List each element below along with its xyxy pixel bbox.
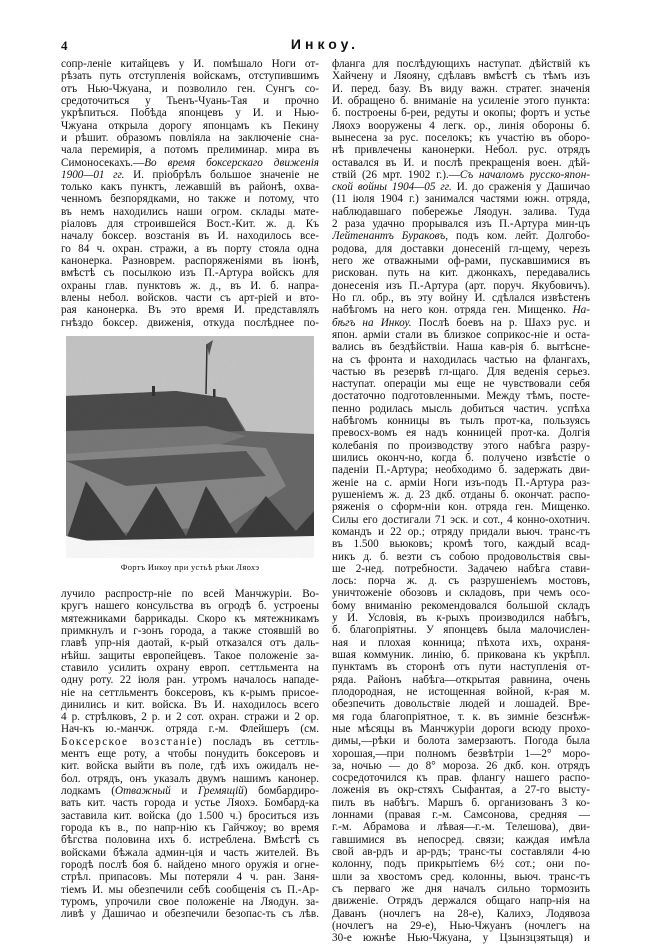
text-line: донесенія изъ П.-Артура (арт. поруч. Якубовичъ). <box>332 279 590 292</box>
text-line: 1900—01 гг. И. пріобрѣлъ большое значеніе не <box>61 168 319 181</box>
figure-caption: Фортъ Инкоу при устьѣ рѣки Ляохэ <box>120 562 260 572</box>
text-line: ніе на сеттльментъ боксеровъ, къ к-рымъ присое- <box>61 686 319 699</box>
text-line: за, ночью — до 8° мороза. 26 дкб. кон. отрядъ <box>332 759 590 772</box>
text-line: ные мѣсяцы въ Манчжуріи дороги всюду прохо- <box>332 722 590 735</box>
text-line: го 84 ч. охран. стражи, а въ порту стояла одна <box>61 242 319 255</box>
text-line: охраны глав. пунктовъ ж. д., въ И. б. напра- <box>61 279 319 292</box>
text-line: чала перемирія, а потомъ прелиминар. мира въ <box>61 144 319 157</box>
spaced-reference: Боксерское возстаніе <box>61 735 198 748</box>
text-line: оставался въ И. и послѣ прекращенія воен. дѣй- <box>332 156 590 169</box>
italic-text: Гремящій <box>197 785 244 797</box>
page-number: 4 <box>61 38 68 53</box>
text-line: вать кит. часть города и устье Ляохэ. Бомбард-ка <box>61 797 319 810</box>
text-line: (ночлегъ на 29-е), Нью-Чжуанъ (ночлегъ на <box>332 919 590 932</box>
text-line: лось: порча ж. д. съ разрушеніемъ мостовъ, <box>332 575 590 588</box>
text-line: городѣ послѣ боя б. найдено много оружія и огне- <box>61 858 319 871</box>
text-line: Симоносекахъ.—Во время боксерскаго движенія <box>61 156 319 169</box>
text-line: заставила кит. войска (до 1.500 ч.) броситься изъ <box>61 809 319 822</box>
text-line: динились и кит. войска. Въ И. находилось всего <box>61 698 319 711</box>
text-line: Чжуана открыла дорогу японцамъ къ Пекину <box>61 119 319 132</box>
text-line: укрѣпиться. Побѣда японцевъ у И. и Нью- <box>61 107 319 120</box>
text-line: родова, для доставки донесеній гл-щему, черезъ <box>332 242 590 255</box>
text-line: паденіи П.-Артура; необходимо б. задержать дви- <box>332 464 590 477</box>
text-line: Ляохэ вооружены 4 легк. ор., линія обороны б. <box>332 119 590 132</box>
text-line: никъ д. б. везти съ собою продовольствія свы- <box>332 550 590 563</box>
italic-text: бѣгъ на Инкоу. <box>332 316 412 329</box>
text-line: сопр-леніе китайцевъ у И. помѣшало Ноги от- <box>61 58 319 70</box>
text-line: въ 1.500 вьюковъ; кромѣ того, каждый всад- <box>332 538 590 551</box>
text-line: колонну, подъ прикрытіемъ 6½ сот.; они по- <box>332 858 590 871</box>
text-line: вшая коммуник. линію, б. прикована къ укрѣпл. <box>332 649 590 661</box>
text-line: гавшимися въ непосред. связи; каждая имѣла <box>332 833 590 846</box>
text-line: только какъ пунктъ, лежавшій въ районѣ, охва- <box>61 181 319 194</box>
text-line: нѣйш. защиты европейцевъ. Такое положеніе за- <box>61 649 319 662</box>
text-line: шли за хвостомъ сред. колонны, вьюч. транс-тъ <box>332 870 590 883</box>
text-line: достаточно подготовленными. Между тѣмъ, посте- <box>332 390 590 403</box>
text-line: колебанія по производству этого набѣга разру- <box>332 439 590 452</box>
text-line: рискован. путь на кит. джонкахъ, передавались <box>332 267 590 280</box>
text-line: превосх-вомъ ея надъ конницей прот-ка. Долгія <box>332 427 590 440</box>
text-line: ряженія о сформ-ніи кон. отряда ген. Мищенко. <box>332 501 590 514</box>
italic-text: Во время боксерскаго движенія <box>144 156 319 169</box>
text-line: лоннами (правая г.-м. Самсонова, средняя — <box>332 809 590 822</box>
text-line: бѣгства половина ихъ б. истреблена. Вмѣстѣ съ <box>61 834 319 847</box>
italic-text: Отважный <box>115 785 171 797</box>
text-line: ная и плохая конница; пѣхота ихъ, охраня- <box>332 636 590 649</box>
text-line: мятежниками баррикады. Скоро къ мятежникамъ <box>61 612 319 625</box>
text-line: примкнулъ и г-зонъ города, а также стоявшій во <box>61 624 319 637</box>
text-line: пенно родилась мысль добиться частич. успѣха <box>332 402 590 415</box>
left-column-top <box>61 58 319 329</box>
text-line: пунктамъ въ сторонѣ отъ пути наступленія от- <box>332 661 590 674</box>
text-line: одну роту. 22 іюля ран. утромъ началось нападе- <box>61 674 319 687</box>
text-line: частью въ резервѣ гл-щаго. Для веденія серьез. <box>332 365 590 378</box>
text-line: ливѣ у Дашичао и обезпечили безопас-ть съ лѣв. <box>61 908 319 921</box>
text-line: ментъ еще роту, а чтобы понудить боксеровъ и <box>61 748 319 761</box>
text-line: б. благопріятны. У японцевъ была малочислен- <box>332 624 590 637</box>
text-line: Но гл. обр., въ эту войну И. сдѣлался извѣстенъ <box>332 291 590 304</box>
italic-text: Лейтенантъ Бураковъ <box>332 230 446 243</box>
text-line: отъ Нью-Чжуана, и позволило ген. Сунгъ со- <box>61 82 319 95</box>
fort-photo <box>66 336 314 558</box>
text-line: канонерка. Разноврем. распоряженіями въ іюнѣ, <box>61 255 319 267</box>
text-line: города къ в., по напр-нію къ Гайчжоу; во время <box>61 821 319 834</box>
text-line: наступат. операціи мы еще не чувствовали себя <box>332 378 590 391</box>
text-line: Нач-къ ю.-манчж. отряда г.-м. Флейшеръ (см. <box>61 723 319 736</box>
text-line: лучило распростр-ніе по всей Манчжуріи. Во- <box>61 588 319 600</box>
text-line: г.-м. Абрамова и лѣвая—г.-м. Телешова), дви- <box>332 821 590 834</box>
text-line: набѣгомъ на него кон. отряда ген. Мищенко. На- <box>332 304 590 317</box>
text-line: рѣзать путь отступленія войскамъ, отступившимъ <box>61 70 319 83</box>
text-line: съ перваго же дня началъ сильно тормозить <box>332 882 590 895</box>
text-line: набѣгомъ конницы въ тылъ прот-ка, пользуясь <box>332 415 590 428</box>
text-line: въ немъ находились наши огром. склады мате- <box>61 205 319 218</box>
text-line: ше 2-нед. потребности. Задачею набѣга стави- <box>332 562 590 575</box>
text-line: у И. Условія, въ к-рыхъ производился набѣгъ, <box>332 612 590 625</box>
text-line: ской войны 1904—05 гг. И. до сраженія у Дашичао <box>332 181 590 194</box>
text-line: войсками бѣжала админ-ція и часть жителей. Въ <box>61 846 319 859</box>
text-line: Лейтенантъ Бураковъ, подъ ком. лейт. Долгобо- <box>332 230 590 243</box>
text-line: нѣ привлечены канонерки. Небол. рус. отрядъ <box>332 144 590 157</box>
text-line: Даванъ (ночлегъ на 28-е), Калихэ, Лодявоза <box>332 907 590 920</box>
text-line: 30-е южнѣе Нью-Чжуана, у Цзынзцзятыця) и <box>332 932 590 945</box>
text-line: димы,—рѣки и болота замерзаютъ. Погода была <box>332 735 590 748</box>
text-line: бому вниманію рекомендовался большой складъ <box>332 599 590 612</box>
text-line: свой ав-рдъ и ар-рдъ; транс-ты составляли 4-ю <box>332 846 590 858</box>
text-line: хорошая,—при полномъ безвѣтріи 1—2° моро- <box>332 747 590 760</box>
page-title: Инкоу. <box>290 36 360 52</box>
text-line: рая канонерка. Въ это время И. представлялъ <box>61 304 319 317</box>
text-line: ложенія въ окр-стяхъ Сыфантая, а 27-го высту- <box>332 784 590 797</box>
text-line: рушеніемъ ж. д. 23 дкб. отданы б. окончат. распо- <box>332 488 590 501</box>
text-line: 4 р. стрѣлковъ, 2 р. и 2 сот. охран. стражи и 2 ор. <box>61 711 319 724</box>
text-line: ствій (26 мрт. 1902 г.).—Съ началомъ русско-япон- <box>332 168 590 181</box>
text-line: тіемъ И. мы обезпечили себѣ сообщенія съ П.-Ар- <box>61 883 319 896</box>
text-line: пилъ въ набѣгъ. Маршъ б. организованъ 3 ко- <box>332 796 590 809</box>
right-column <box>332 58 590 945</box>
text-line: фланга для послѣдующихъ наступат. дѣйствій къ <box>332 58 590 70</box>
text-line: шились оконч-но, когда б. получено извѣстіе о <box>332 452 590 464</box>
text-line: влены небол. войсков. части съ арт-ріей и вто- <box>61 291 319 304</box>
text-line: мя года благопріятное, т. к. въ зимніе безснѣж- <box>332 710 590 723</box>
text-line: командъ и 22 ор.; отряду придали вьюч. транс-тъ <box>332 525 590 538</box>
text-line: И. перед. базу. Въ виду важн. стратег. значенія <box>332 82 590 95</box>
text-line: ставило усилить охрану европ. сеттльмента на <box>61 661 319 674</box>
text-line: 2 раза удачно прорывался изъ П.-Артура мин-цъ <box>332 218 590 231</box>
text-line: вались въ бездѣйствіи. Наша кав-рія б. вытѣсне- <box>332 341 590 354</box>
text-line: б. построены б-реи, редуты и окопы; фортъ и устье <box>332 107 590 120</box>
text-line: кит. войска выйти въ поле, гдѣ ихъ ожидалъ не- <box>61 760 319 773</box>
text-line: ряда. Районъ набѣга—открытая равнина, очень <box>332 673 590 686</box>
text-line: бѣгъ на Инкоу. Послѣ боевъ на р. Шахэ рус. и <box>332 316 590 329</box>
text-line: гнѣздо боксер. движенія, откуда послѣднее по- <box>61 316 319 329</box>
text-line: началу боксер. возстанія въ И. находилось все- <box>61 230 319 243</box>
text-line: и рѣшит. образомъ повліяла на заключеніе сна- <box>61 131 319 144</box>
text-line: сосредоточился къ прав. флангу нашего распо- <box>332 772 590 785</box>
text-line: И. обращено б. вниманіе на усиленіе этого пункта: <box>332 94 590 107</box>
text-line: стрѣл. припасовъ. Мы потеряли 4 ч. ран. Заня- <box>61 871 319 884</box>
text-line: Силы его достигали 71 эск. и сот., 4 конно-охотнич. <box>332 513 590 526</box>
text-line: средоточиться у Тьенъ-Чуань-Тая и прочно <box>61 94 319 107</box>
italic-text: 1900—01 гг. <box>61 168 125 181</box>
text-line: вынесена за рус. поселокъ; къ участію въ оборо- <box>332 131 590 144</box>
text-line: кругъ нашего консульства въ огродѣ б. устроены <box>61 600 319 613</box>
text-line: япон. арміи стали въ близкое соприкос-ніе и оста- <box>332 328 590 341</box>
text-line: наблюдавшаго побережье Ляодун. залива. Туда <box>332 205 590 218</box>
italic-text: ской войны 1904—05 гг. <box>332 181 452 194</box>
text-line: главѣ упр-нія даотай, к-рый отказался отъ даль- <box>61 637 319 650</box>
text-line: вмѣстѣ съ посылкою изъ П.-Артура войскъ для <box>61 267 319 280</box>
text-line: плодородная, не истощенная войной, к-рая м. <box>332 685 590 698</box>
text-line: ріаловъ для строившейся Вост.-Кит. ж. д. Къ <box>61 218 319 231</box>
text-line: движеніе. Отрядъ держался общаго напр-нія на <box>332 895 590 908</box>
text-line: уничтоженіе обозовъ и складовъ, при чемъ осо- <box>332 587 590 600</box>
text-line: Хайчену и Ляояну, сдѣлавъ вмѣстѣ съ тѣмъ изъ <box>332 70 590 83</box>
text-line: (11 іюля 1904 г.) занимался частями южн. отряда, <box>332 193 590 206</box>
italic-text: На- <box>572 304 590 317</box>
text-line: на съ фронта и находилась частью на флангахъ, <box>332 353 590 366</box>
text-line: бол. отрядъ, онъ указалъ двумъ нашимъ канонер. <box>61 772 319 785</box>
italic-text: Съ началомъ русско-япон- <box>459 168 590 181</box>
text-line: женіе на с. арміи Ноги изъ-подъ П.-Артура раз- <box>332 476 590 489</box>
text-line: лодкамъ (Отважный и Гремящій) бомбардиро- <box>61 785 319 797</box>
text-line: обезпечить довольствіе людей и лошадей. Вре- <box>332 698 590 711</box>
left-column-bottom <box>61 588 319 920</box>
text-line: ченномъ безпорядками, но также и потому, что <box>61 193 319 206</box>
text-line: него же отважными оф-рами, пускавшимися въ <box>332 255 590 267</box>
text-line: туромъ, упрочили свое положеніе на Ляодун. за- <box>61 895 319 908</box>
text-line: Боксерское возстаніе) посладъ въ сеттль- <box>61 735 319 748</box>
